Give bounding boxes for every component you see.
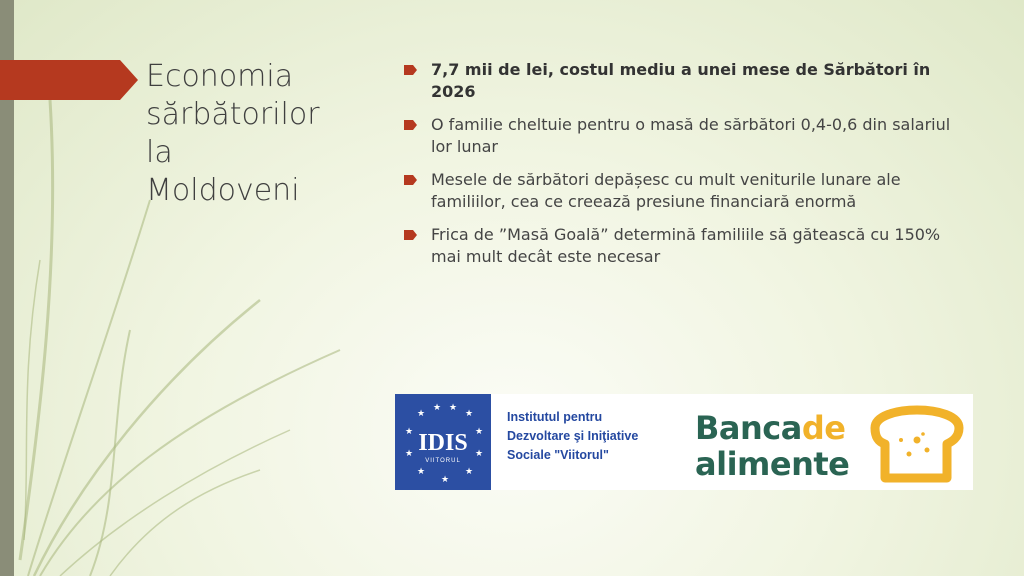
de-word: de	[801, 409, 846, 447]
svg-text:★: ★	[465, 409, 474, 419]
svg-text:★: ★	[405, 449, 414, 459]
svg-text:★: ★	[405, 427, 414, 437]
banca-word: Banca	[695, 409, 802, 447]
arrow-bullet-icon	[404, 65, 418, 75]
svg-text:★: ★	[417, 409, 426, 419]
svg-text:★: ★	[475, 449, 484, 459]
bullet-text: 7,7 mii de lei, costul mediu a unei mese de Sărbători în 2026	[431, 60, 931, 101]
banca-de-alimente-logo	[695, 394, 973, 490]
arrow-bullet-icon	[404, 230, 418, 240]
svg-text:★: ★	[475, 427, 484, 437]
bullet-item	[404, 59, 964, 103]
bread-icon	[865, 398, 969, 486]
stars-ring-icon	[395, 394, 491, 490]
banca-logo-text	[695, 410, 849, 482]
idis-badge-sub: VIITORUL	[425, 458, 461, 464]
bullet-list	[404, 59, 964, 279]
bullet-item	[404, 169, 964, 213]
slide-title: Economia sărbătorilor la Moldoveni	[146, 59, 320, 208]
bullet-text: Frica de ”Masă Goală” determină familiile să gătească cu 150% mai mult decât este necesar	[431, 225, 941, 266]
svg-text:★: ★	[441, 475, 450, 485]
svg-text:★: ★	[433, 403, 442, 413]
svg-text:★: ★	[417, 467, 426, 477]
svg-text:★: ★	[465, 467, 474, 477]
alimente-word: alimente	[695, 445, 850, 483]
idis-badge	[395, 394, 491, 490]
bullet-item	[404, 114, 964, 158]
svg-text:★: ★	[449, 403, 458, 413]
idis-logo	[395, 394, 695, 490]
idis-line: Institutul pentru	[507, 410, 603, 424]
idis-text	[491, 394, 695, 490]
arrow-bullet-icon	[404, 120, 418, 130]
idis-badge-text: IDIS	[418, 430, 468, 456]
bullet-item	[404, 224, 964, 268]
bullet-text: O familie cheltuie pentru o masă de sărbători 0,4-0,6 din salariul lor lunar	[431, 115, 951, 156]
bullet-text: Mesele de sărbători depășesc cu mult veniturile lunare ale familiilor, cea ce creează presiune financiară enormă	[431, 170, 901, 211]
title-arrow	[0, 60, 140, 100]
idis-line: Sociale "Viitorul"	[507, 448, 609, 462]
idis-line: Dezvoltare şi Iniţiative	[507, 429, 639, 443]
arrow-bullet-icon	[404, 175, 418, 185]
